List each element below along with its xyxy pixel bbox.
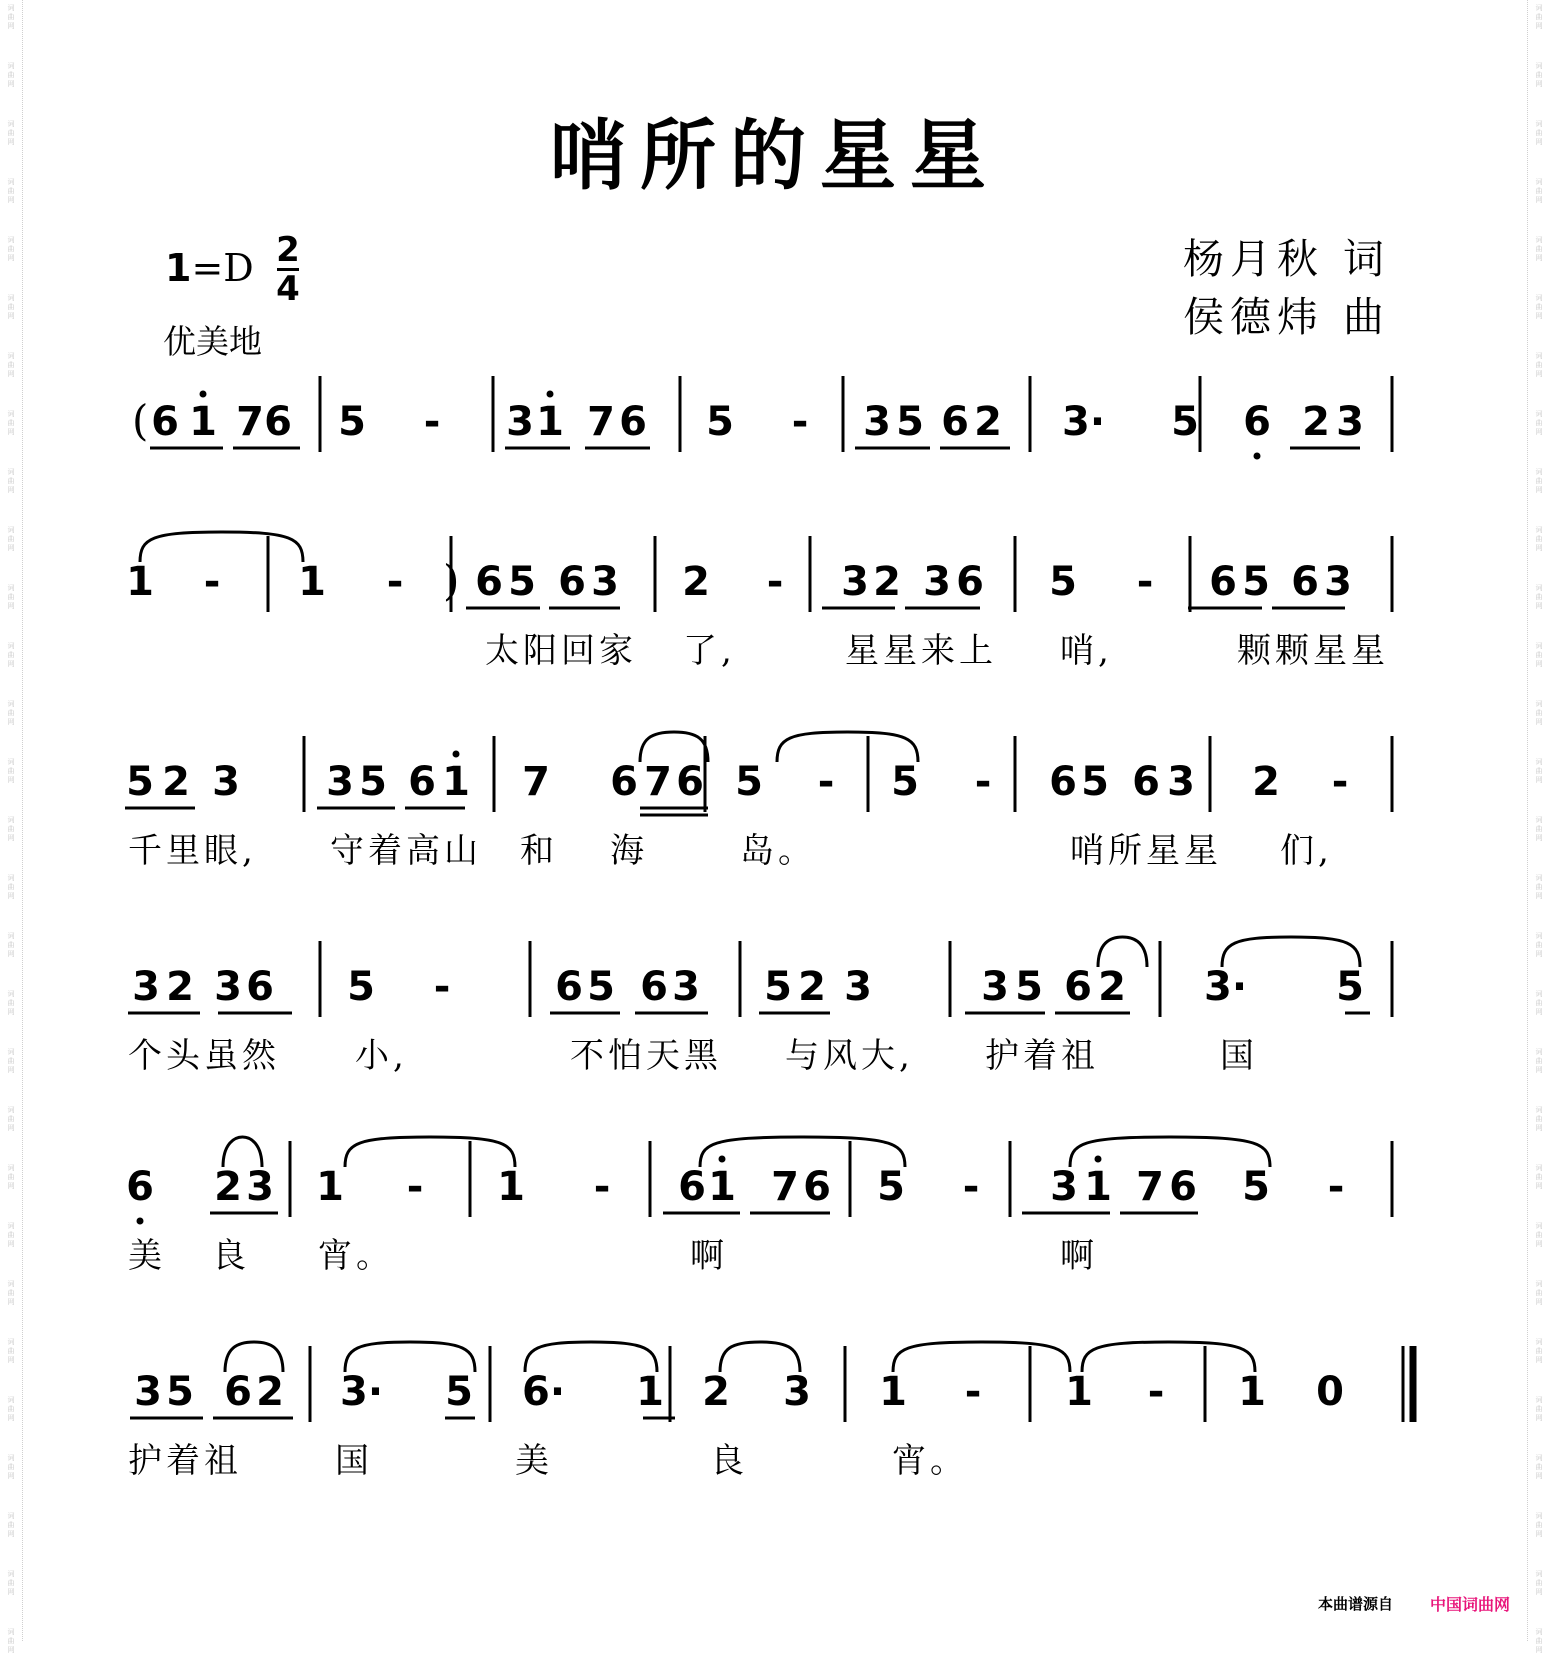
note: 6 <box>619 399 647 445</box>
edge-watermark-text: 词 曲 网 <box>1535 1396 1543 1422</box>
edge-watermark-text: 词 曲 网 <box>1535 1628 1543 1654</box>
note: 1 <box>708 1164 736 1210</box>
lyric-syllable-group: 了, <box>683 631 736 671</box>
lyric-syllable-group: 颗颗星星 <box>1237 631 1389 671</box>
lyric-syllable-group: 良 <box>710 1441 748 1481</box>
lyric-syllable-group: 个头虽然 <box>128 1036 280 1076</box>
edge-watermark-text: 词 曲 网 <box>1535 1048 1543 1074</box>
edge-watermark-text: 词 曲 网 <box>1535 1338 1543 1364</box>
extension-dash: - <box>791 399 809 445</box>
edge-watermark-text: 词 曲 网 <box>7 1222 15 1248</box>
extension-dash: - <box>203 559 221 605</box>
note: 6 <box>1209 559 1237 605</box>
extension-dash: - <box>593 1164 611 1210</box>
octave-up-dot <box>547 391 554 398</box>
edge-watermark-text: 词 曲 网 <box>7 410 15 436</box>
note: 3 <box>506 399 534 445</box>
note: 5 <box>126 759 154 805</box>
extension-dash: - <box>386 559 404 605</box>
staff-system-5 <box>0 1125 1550 1276</box>
edge-watermark-text: 词 曲 网 <box>1535 700 1543 726</box>
edge-watermark-text: 词 曲 网 <box>7 816 15 842</box>
note: 6 <box>676 759 704 805</box>
note: 7 <box>1136 1164 1164 1210</box>
note: 3 <box>212 759 240 805</box>
note: 1 <box>879 1369 907 1415</box>
lyric-syllable-group: 宵。 <box>892 1441 968 1481</box>
edge-watermark-text: 词 曲 网 <box>7 1396 15 1422</box>
edge-watermark-text: 词 曲 网 <box>7 352 15 378</box>
note: 6 <box>941 399 969 445</box>
octave-up-dot <box>1095 1156 1102 1163</box>
edge-watermark-text: 词 曲 网 <box>7 1048 15 1074</box>
lyricist-credit: 杨月秋 词 <box>1183 235 1391 283</box>
note: 6 <box>224 1369 252 1415</box>
note: 3 <box>591 559 619 605</box>
note: 5 <box>735 759 763 805</box>
note: 5 <box>1242 559 1270 605</box>
edge-watermark-text: 词 曲 网 <box>7 4 15 30</box>
note: 5 <box>1049 559 1077 605</box>
staff-system-4 <box>0 925 1550 1076</box>
note: 1 <box>126 559 154 605</box>
extension-dash: - <box>1327 1164 1345 1210</box>
edge-watermark-text: 词 曲 网 <box>1535 1164 1543 1190</box>
note: 6 <box>558 559 586 605</box>
octave-down-dot <box>1254 453 1261 460</box>
lyric-syllable-group: 小, <box>355 1036 408 1076</box>
edge-watermark-text: 词 曲 网 <box>1535 294 1543 320</box>
lyric-syllable-group: 啊 <box>690 1236 728 1276</box>
footer-site-name: 中国词曲网 <box>1430 1595 1511 1614</box>
note: 5 <box>166 1369 194 1415</box>
note: 1 <box>536 399 564 445</box>
edge-watermark-text: 词 曲 网 <box>1535 120 1543 146</box>
note: 5 <box>1015 964 1043 1010</box>
lyric-syllable-group: 星星来上 <box>845 631 997 671</box>
note: 6 <box>246 964 274 1010</box>
edge-watermark-text: 词 曲 网 <box>1535 816 1543 842</box>
edge-watermark-text: 词 曲 网 <box>1535 468 1543 494</box>
edge-watermark-text: 词 曲 网 <box>7 1570 15 1596</box>
note: 5 <box>445 1369 473 1415</box>
edge-watermark-text: 词 曲 网 <box>7 236 15 262</box>
edge-watermark-text: 词 曲 网 <box>7 120 15 146</box>
lyric-syllable-group: 千里眼, <box>128 831 257 871</box>
edge-watermark-text: 词 曲 网 <box>1535 62 1543 88</box>
note: 5 <box>891 759 919 805</box>
time-signature <box>275 232 301 307</box>
note: 0 <box>1316 1369 1344 1415</box>
note: 7 <box>587 399 615 445</box>
note: 1 <box>636 1369 664 1415</box>
note: 3· <box>340 1369 384 1415</box>
staff-system-1 <box>0 360 1550 500</box>
edge-watermark-text: 词 曲 网 <box>7 1280 15 1306</box>
note: 5 <box>508 559 536 605</box>
slur-tie <box>223 1137 262 1167</box>
note: 3 <box>246 1164 274 1210</box>
note: 6 <box>678 1164 706 1210</box>
note: 3 <box>1324 559 1352 605</box>
lyric-syllable-group: 岛。 <box>740 831 816 871</box>
note: 3 <box>326 759 354 805</box>
edge-watermark-text: 词 曲 网 <box>1535 1106 1543 1132</box>
note: 2 <box>1252 759 1280 805</box>
note: 6 <box>475 559 503 605</box>
edge-watermark-text: 词 曲 网 <box>7 62 15 88</box>
note: 1 <box>298 559 326 605</box>
note: 2 <box>1098 964 1126 1010</box>
edge-watermark-text: 词 曲 网 <box>7 932 15 958</box>
edge-watermark-text: 词 曲 网 <box>7 1512 15 1538</box>
slur-tie <box>700 1137 905 1167</box>
note: 5 <box>338 399 366 445</box>
edge-watermark-text: 词 曲 网 <box>1535 758 1543 784</box>
edge-watermark-text: 词 曲 网 <box>1535 584 1543 610</box>
note: 1 <box>442 759 470 805</box>
note: 2 <box>166 964 194 1010</box>
edge-watermark-text: 词 曲 网 <box>1535 1454 1543 1480</box>
edge-watermark-text: 词 曲 网 <box>7 642 15 668</box>
staff-system-6 <box>0 1330 1550 1481</box>
note: 6 <box>408 759 436 805</box>
note: 6 <box>1243 399 1271 445</box>
octave-up-dot <box>719 1156 726 1163</box>
note: 5 <box>347 964 375 1010</box>
key-signature <box>165 246 254 290</box>
note: 6 <box>803 1164 831 1210</box>
slur-tie <box>525 1342 657 1372</box>
slur-tie <box>345 1137 515 1167</box>
staff-system-2 <box>0 520 1550 671</box>
tempo-marking: 优美地 <box>163 322 262 361</box>
note: 5 <box>359 759 387 805</box>
slur-tie <box>1070 1137 1270 1167</box>
note: 2 <box>798 964 826 1010</box>
note: 3 <box>132 964 160 1010</box>
footer-source-label: 本曲谱源自 <box>1318 1595 1394 1613</box>
note: 2 <box>974 399 1002 445</box>
octave-up-dot <box>200 391 207 398</box>
note: 6 <box>1064 964 1092 1010</box>
note: 6 <box>1049 759 1077 805</box>
note: 3 <box>841 559 869 605</box>
edge-watermark-text: 词 曲 网 <box>1535 1222 1543 1248</box>
lyric-syllable-group: 海 <box>610 831 648 871</box>
note: 1 <box>497 1164 525 1210</box>
edge-watermark-text: 词 曲 网 <box>1535 178 1543 204</box>
note: 5 <box>1081 759 1109 805</box>
slur-tie <box>777 732 918 762</box>
extension-dash: - <box>406 1164 424 1210</box>
key-tonic: 1 <box>165 246 192 290</box>
note: 3 <box>214 964 242 1010</box>
repeat-parenthesis: ) <box>443 556 460 605</box>
edge-watermark-text: 词 曲 网 <box>1535 4 1543 30</box>
note: 5 <box>1171 399 1199 445</box>
slur-tie <box>1098 937 1147 967</box>
note: 1 <box>1238 1369 1266 1415</box>
edge-watermark-text: 词 曲 网 <box>7 468 15 494</box>
note: 6 <box>264 399 292 445</box>
edge-watermark-text: 词 曲 网 <box>1535 932 1543 958</box>
lyric-syllable-group: 美 <box>515 1441 553 1481</box>
composer-credit: 侯德炜 曲 <box>1183 293 1391 341</box>
edge-watermark-text: 词 曲 网 <box>7 1338 15 1364</box>
extension-dash: - <box>817 759 835 805</box>
note: 2 <box>702 1369 730 1415</box>
edge-watermark-text: 词 曲 网 <box>7 294 15 320</box>
note: 1 <box>316 1164 344 1210</box>
note: 3 <box>783 1369 811 1415</box>
note: 6· <box>522 1369 566 1415</box>
note: 5 <box>1242 1164 1270 1210</box>
note: 2 <box>256 1369 284 1415</box>
lyric-syllable-group: 和 <box>520 831 558 871</box>
time-signature-bottom: 4 <box>276 269 300 309</box>
lyric-syllable-group: 良 <box>212 1236 250 1276</box>
note: 3 <box>923 559 951 605</box>
note: 7 <box>644 759 672 805</box>
note: 7 <box>522 759 550 805</box>
slur-tie <box>893 1342 1070 1372</box>
note: 6 <box>610 759 638 805</box>
note: 6 <box>1132 759 1160 805</box>
edge-watermark-text: 词 曲 网 <box>1535 874 1543 900</box>
note: 6 <box>555 964 583 1010</box>
lyric-syllable-group: 国 <box>335 1441 373 1481</box>
note: 3 <box>863 399 891 445</box>
note: 3 <box>1167 759 1195 805</box>
note: 3· <box>1062 399 1106 445</box>
note: 5 <box>587 964 615 1010</box>
song-title: 哨所的星星 <box>550 111 1000 200</box>
repeat-parenthesis: ( <box>132 396 149 445</box>
lyric-syllable-group: 啊 <box>1060 1236 1098 1276</box>
note: 7 <box>771 1164 799 1210</box>
time-signature-top: 2 <box>276 230 300 270</box>
note: 3 <box>844 964 872 1010</box>
note: 6 <box>126 1164 154 1210</box>
edge-watermark-text: 词 曲 网 <box>7 874 15 900</box>
edge-watermark-text: 词 曲 网 <box>7 1106 15 1132</box>
note: 5 <box>1336 964 1364 1010</box>
lyric-syllable-group: 护着祖 <box>985 1036 1099 1076</box>
edge-watermark-text: 词 曲 网 <box>7 526 15 552</box>
extension-dash: - <box>766 559 784 605</box>
note: 1 <box>189 399 217 445</box>
slur-tie <box>720 1342 800 1372</box>
extension-dash: - <box>433 964 451 1010</box>
octave-down-dot <box>137 1218 144 1225</box>
note: 3 <box>981 964 1009 1010</box>
note: 6 <box>1169 1164 1197 1210</box>
edge-watermark-text: 词 曲 网 <box>1535 642 1543 668</box>
extension-dash: - <box>423 399 441 445</box>
note: 6 <box>151 399 179 445</box>
note: 3 <box>672 964 700 1010</box>
note: 1 <box>1065 1369 1093 1415</box>
lyric-syllable-group: 太阳回家 <box>485 631 637 671</box>
lyric-syllable-group: 宵。 <box>318 1236 394 1276</box>
edge-watermark-text: 词 曲 网 <box>1535 1512 1543 1538</box>
note: 3 <box>134 1369 162 1415</box>
note: 5 <box>896 399 924 445</box>
note: 3 <box>1336 399 1364 445</box>
note: 2 <box>162 759 190 805</box>
lyric-syllable-group: 与风大, <box>785 1036 914 1076</box>
edge-watermark-text: 词 曲 网 <box>7 1454 15 1480</box>
slur-tie <box>1082 1342 1255 1372</box>
extension-dash: - <box>974 759 992 805</box>
lyric-syllable-group: 们, <box>1280 831 1333 871</box>
edge-watermark-text: 词 曲 网 <box>1535 410 1543 436</box>
note: 5 <box>877 1164 905 1210</box>
slur-tie <box>140 532 303 562</box>
edge-watermark-text: 词 曲 网 <box>1535 236 1543 262</box>
note: 2 <box>214 1164 242 1210</box>
note: 6 <box>640 964 668 1010</box>
key-name: =D <box>191 246 254 290</box>
slur-tie <box>225 1342 283 1372</box>
lyric-syllable-group: 哨, <box>1060 631 1113 671</box>
extension-dash: - <box>1136 559 1154 605</box>
note: 3 <box>1050 1164 1078 1210</box>
extension-dash: - <box>1147 1369 1165 1415</box>
note: 7 <box>236 399 264 445</box>
edge-watermark-text: 词 曲 网 <box>7 178 15 204</box>
edge-watermark-text: 词 曲 网 <box>1535 1570 1543 1596</box>
octave-up-dot <box>453 751 460 758</box>
lyric-syllable-group: 护着祖 <box>128 1441 242 1481</box>
slur-tie <box>1222 937 1360 967</box>
lyric-syllable-group: 美 <box>128 1236 166 1276</box>
note: 2 <box>1302 399 1330 445</box>
note: 6 <box>1291 559 1319 605</box>
extension-dash: - <box>1331 759 1349 805</box>
note: 6 <box>956 559 984 605</box>
slur-tie <box>345 1342 475 1372</box>
lyric-syllable-group: 国 <box>1220 1036 1258 1076</box>
edge-watermark-text: 词 曲 网 <box>7 700 15 726</box>
note: 2 <box>682 559 710 605</box>
edge-watermark-text: 词 曲 网 <box>7 584 15 610</box>
edge-watermark-text: 词 曲 网 <box>7 1628 15 1654</box>
edge-watermark-text: 词 曲 网 <box>1535 990 1543 1016</box>
extension-dash: - <box>962 1164 980 1210</box>
note: 3· <box>1204 964 1248 1010</box>
lyric-syllable-group: 不怕天黑 <box>570 1036 722 1076</box>
lyric-syllable-group: 哨所星星 <box>1070 831 1222 871</box>
note: 2 <box>873 559 901 605</box>
extension-dash: - <box>964 1369 982 1415</box>
slur-tie <box>640 732 708 762</box>
note: 5 <box>764 964 792 1010</box>
staff-system-3 <box>0 720 1550 871</box>
note: 5 <box>706 399 734 445</box>
edge-watermark-text: 词 曲 网 <box>1535 526 1543 552</box>
edge-watermark-text: 词 曲 网 <box>7 1164 15 1190</box>
edge-watermark-text: 词 曲 网 <box>1535 352 1543 378</box>
edge-watermark-text: 词 曲 网 <box>7 990 15 1016</box>
lyric-syllable-group: 守着高山 <box>330 831 482 871</box>
edge-watermark-text: 词 曲 网 <box>7 758 15 784</box>
edge-watermark-text: 词 曲 网 <box>1535 1280 1543 1306</box>
note: 1 <box>1084 1164 1112 1210</box>
